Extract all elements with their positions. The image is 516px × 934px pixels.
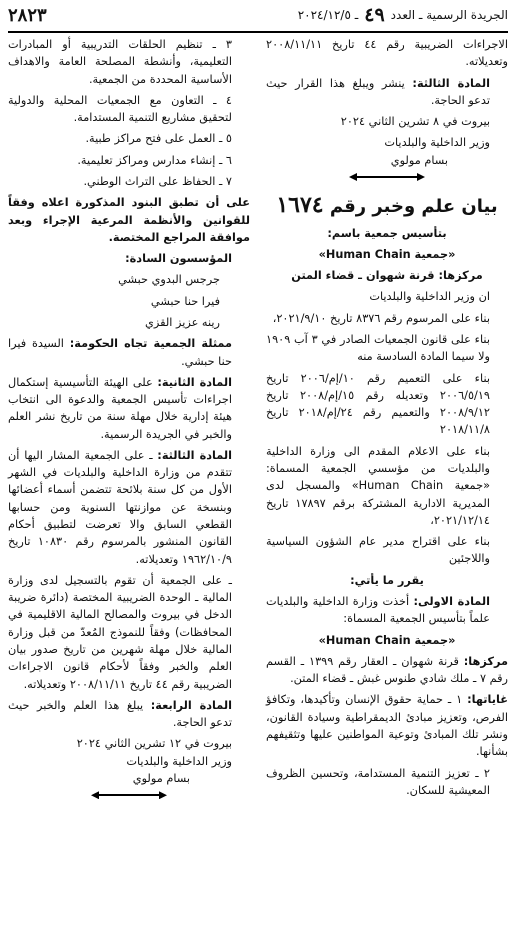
signature-title: وزير الداخلية والبلديات bbox=[126, 754, 232, 768]
goal-item: ٤ ـ التعاون مع الجمعيات المحلية والدولية لتحقيق مشاريع التنمية المستدامة. bbox=[8, 93, 232, 125]
article-four: المادة الرابعة: يبلغ هذا العلم والخبر حيث تدعو الحاجة. bbox=[8, 698, 232, 730]
column-right bbox=[258, 36, 508, 934]
notice-subtitle: بتأسيس جمعية باسم: bbox=[327, 226, 447, 240]
basis-clause: بناء على التعميم رقم ١٠/إم/٢٠٠٦ تاريخ ٢٠٠٦/٥/١٩ وتعديله رقم ١٥/إم/٢٠٠٨ تاريخ ٢٠٠٨/٩/١٢ والتعميم رقم ٢٤/إم/٢٠١٨ تاريخ ٢٠١٨/١١/٨ bbox=[266, 371, 490, 437]
basis-clause: بناء على اقتراح مدير عام الشؤون السياسية واللاجئين bbox=[266, 535, 490, 566]
basis-clause: بناء على المرسوم رقم ٨٣٧٦ تاريخ ٢٠٢١/٩/١٠، bbox=[272, 311, 490, 325]
goal-item: ٣ ـ تنظيم الحلقات التدريبية أو المبادرات التعليمية، وأنشطة المصلحة العامة والاهداف الأساسية المحددة من الجمعية. bbox=[8, 38, 232, 86]
header-rule bbox=[8, 31, 508, 33]
gazette-masthead bbox=[298, 4, 508, 26]
article-one: المادة الاولى: أخذت وزارة الداخلية والبلديات علماً بتأسيس الجمعية المسماة: bbox=[266, 594, 490, 626]
article-three: المادة الثالثة: ينشر ويبلغ هذا القرار حيث تدعو الحاجة. bbox=[266, 76, 490, 107]
goals: غاياتها: ١ ـ حماية حقوق الإنسان وتأكيدها، وتكافؤ الفرص، وتعزيز مبادئ الديمقراطية وسيادة القانون، ونشر تلك المبادئ وتوعية المواطنين عليها وتثقيفهم بشأنها. bbox=[266, 693, 508, 759]
association-name: «جمعية Human Chain» bbox=[318, 247, 456, 261]
section-divider bbox=[266, 173, 508, 181]
gazette-title: الجريدة الرسمية ـ العدد bbox=[390, 8, 508, 22]
association-name: «جمعية Human Chain» bbox=[318, 633, 456, 647]
section-divider bbox=[8, 791, 250, 799]
founder-name: جرجس البدوي حبشي bbox=[118, 273, 220, 287]
article-two: المادة الثانية: على الهيئة التأسيسية إستكمال اجراءات تأسيس الجمعية والدعوة الى انتخاب هيئة إدارية خلال مهلة سنة من تاريخ نشر العلم والخبر في الجريدة الرسمية. bbox=[8, 375, 232, 441]
notice-title: بيان علم وخبر رقم ١٦٧٤ bbox=[276, 191, 498, 218]
signature-name: بسام مولوي bbox=[390, 153, 448, 167]
condition-clause: على أن تطبق البنود المذكورة اعلاه وفقاً للقوانين والأنظمة المرعية الإجراء وبعد موافقة المراجع المختصة. bbox=[8, 196, 250, 244]
representative: ممثلة الجمعية تجاه الحكومة: السيدة فيرا حنا حبشي. bbox=[8, 337, 232, 368]
minister-intro: ان وزير الداخلية والبلديات bbox=[369, 290, 490, 304]
article-three: المادة الثالثة: ـ على الجمعية المشار اليها أن تتقدم من وزارة الداخلية والبلديات في الشهر الأول من كل سنة بلائحة تتضمن أسماء أعضائها وبنسخة عن موازنتها السنوية ومن حسابها القطعي السابق والا تعرضت لتطبيق أحكام القانون المنشور بالمرسوم رقم ١٠٨٣٠ تاريخ ١٩٦٢/١٠/٩ وتعديلاته. bbox=[8, 448, 232, 566]
goal-item: ٢ ـ تعزيز التنمية المستدامة، وتحسين الظروف المعيشية للسكان. bbox=[266, 766, 490, 797]
founders-label: المؤسسون السادة: bbox=[125, 252, 232, 266]
two-column-body bbox=[8, 36, 508, 934]
basis-clause: بناء على قانون الجمعيات الصادر في ٣ آب ١٩٠٩ ولا سيما المادة السادسة منه bbox=[266, 333, 490, 364]
issue-number: ٤٩ bbox=[364, 4, 385, 26]
basis-clause: بناء على الاعلام المقدم الى وزارة الداخلية والبلديات من مؤسسي الجمعية المسماة: «جمعية Human Chain» والمسجل لدى المديرية الادارية المشتركة برقم ١٧٨٩٧ تاريخ ٢٠٢١/١٢/١٤، bbox=[266, 444, 491, 527]
issue-date: ـ ٢٠٢٤/١٢/٥ bbox=[297, 8, 359, 22]
signature-title: وزير الداخلية والبلديات bbox=[384, 136, 490, 150]
signature-date: بيروت في ٨ تشرين الثاني ٢٠٢٤ bbox=[340, 115, 490, 129]
signature-name: بسام مولوي bbox=[132, 771, 190, 785]
goal-item: ٦ ـ إنشاء مدارس ومراكز تعليمية. bbox=[77, 153, 232, 167]
column-left bbox=[8, 36, 258, 934]
page-number: ٢٨٢٣ bbox=[8, 4, 47, 26]
signature-date: بيروت في ١٢ تشرين الثاني ٢٠٢٤ bbox=[76, 737, 232, 751]
goal-item: ٥ ـ العمل على فتح مراكز طبية. bbox=[85, 132, 232, 146]
article-three-tax: ـ على الجمعية أن تقوم بالتسجيل لدى وزارة المالية ـ الوحدة الضريبية المختصة (دائرة ضريبة الدخل في بيروت والمصالح المالية الاقليمية في المحافظات) وفقاً للنموذج المُعدّ من قبل وزارة المالية خلال مهلة شهرين من تاريخ صدور بيان العلم والخبر وفقاً لأحكام قانون الاجراءات الضريبية رقم ٤٤ تاريخ ٢٠٠٨/١١/١١ وتعديلاته. bbox=[8, 573, 232, 691]
goal-item: ٧ ـ الحفاظ على التراث الوطني. bbox=[83, 174, 232, 188]
hq-detail: مركزها: قرنة شهوان ـ العقار رقم ١٣٩٩ ـ القسم رقم ٧ ـ ملك شادي طنوس غبش ـ قضاء المتن. bbox=[266, 654, 508, 686]
page-header bbox=[8, 0, 508, 30]
founder-name: رينه عزيز القزي bbox=[145, 315, 220, 329]
decision-heading: يقرر ما يأتي: bbox=[350, 573, 424, 587]
founder-name: فيرا حنا حبشي bbox=[150, 294, 220, 308]
association-hq: مركزها: قرنة شهوان ـ قضاء المتن bbox=[291, 269, 483, 283]
paragraph: الاجراءات الضريبية رقم ٤٤ تاريخ ٢٠٠٨/١١/١١ وتعديلاته. bbox=[266, 38, 508, 69]
